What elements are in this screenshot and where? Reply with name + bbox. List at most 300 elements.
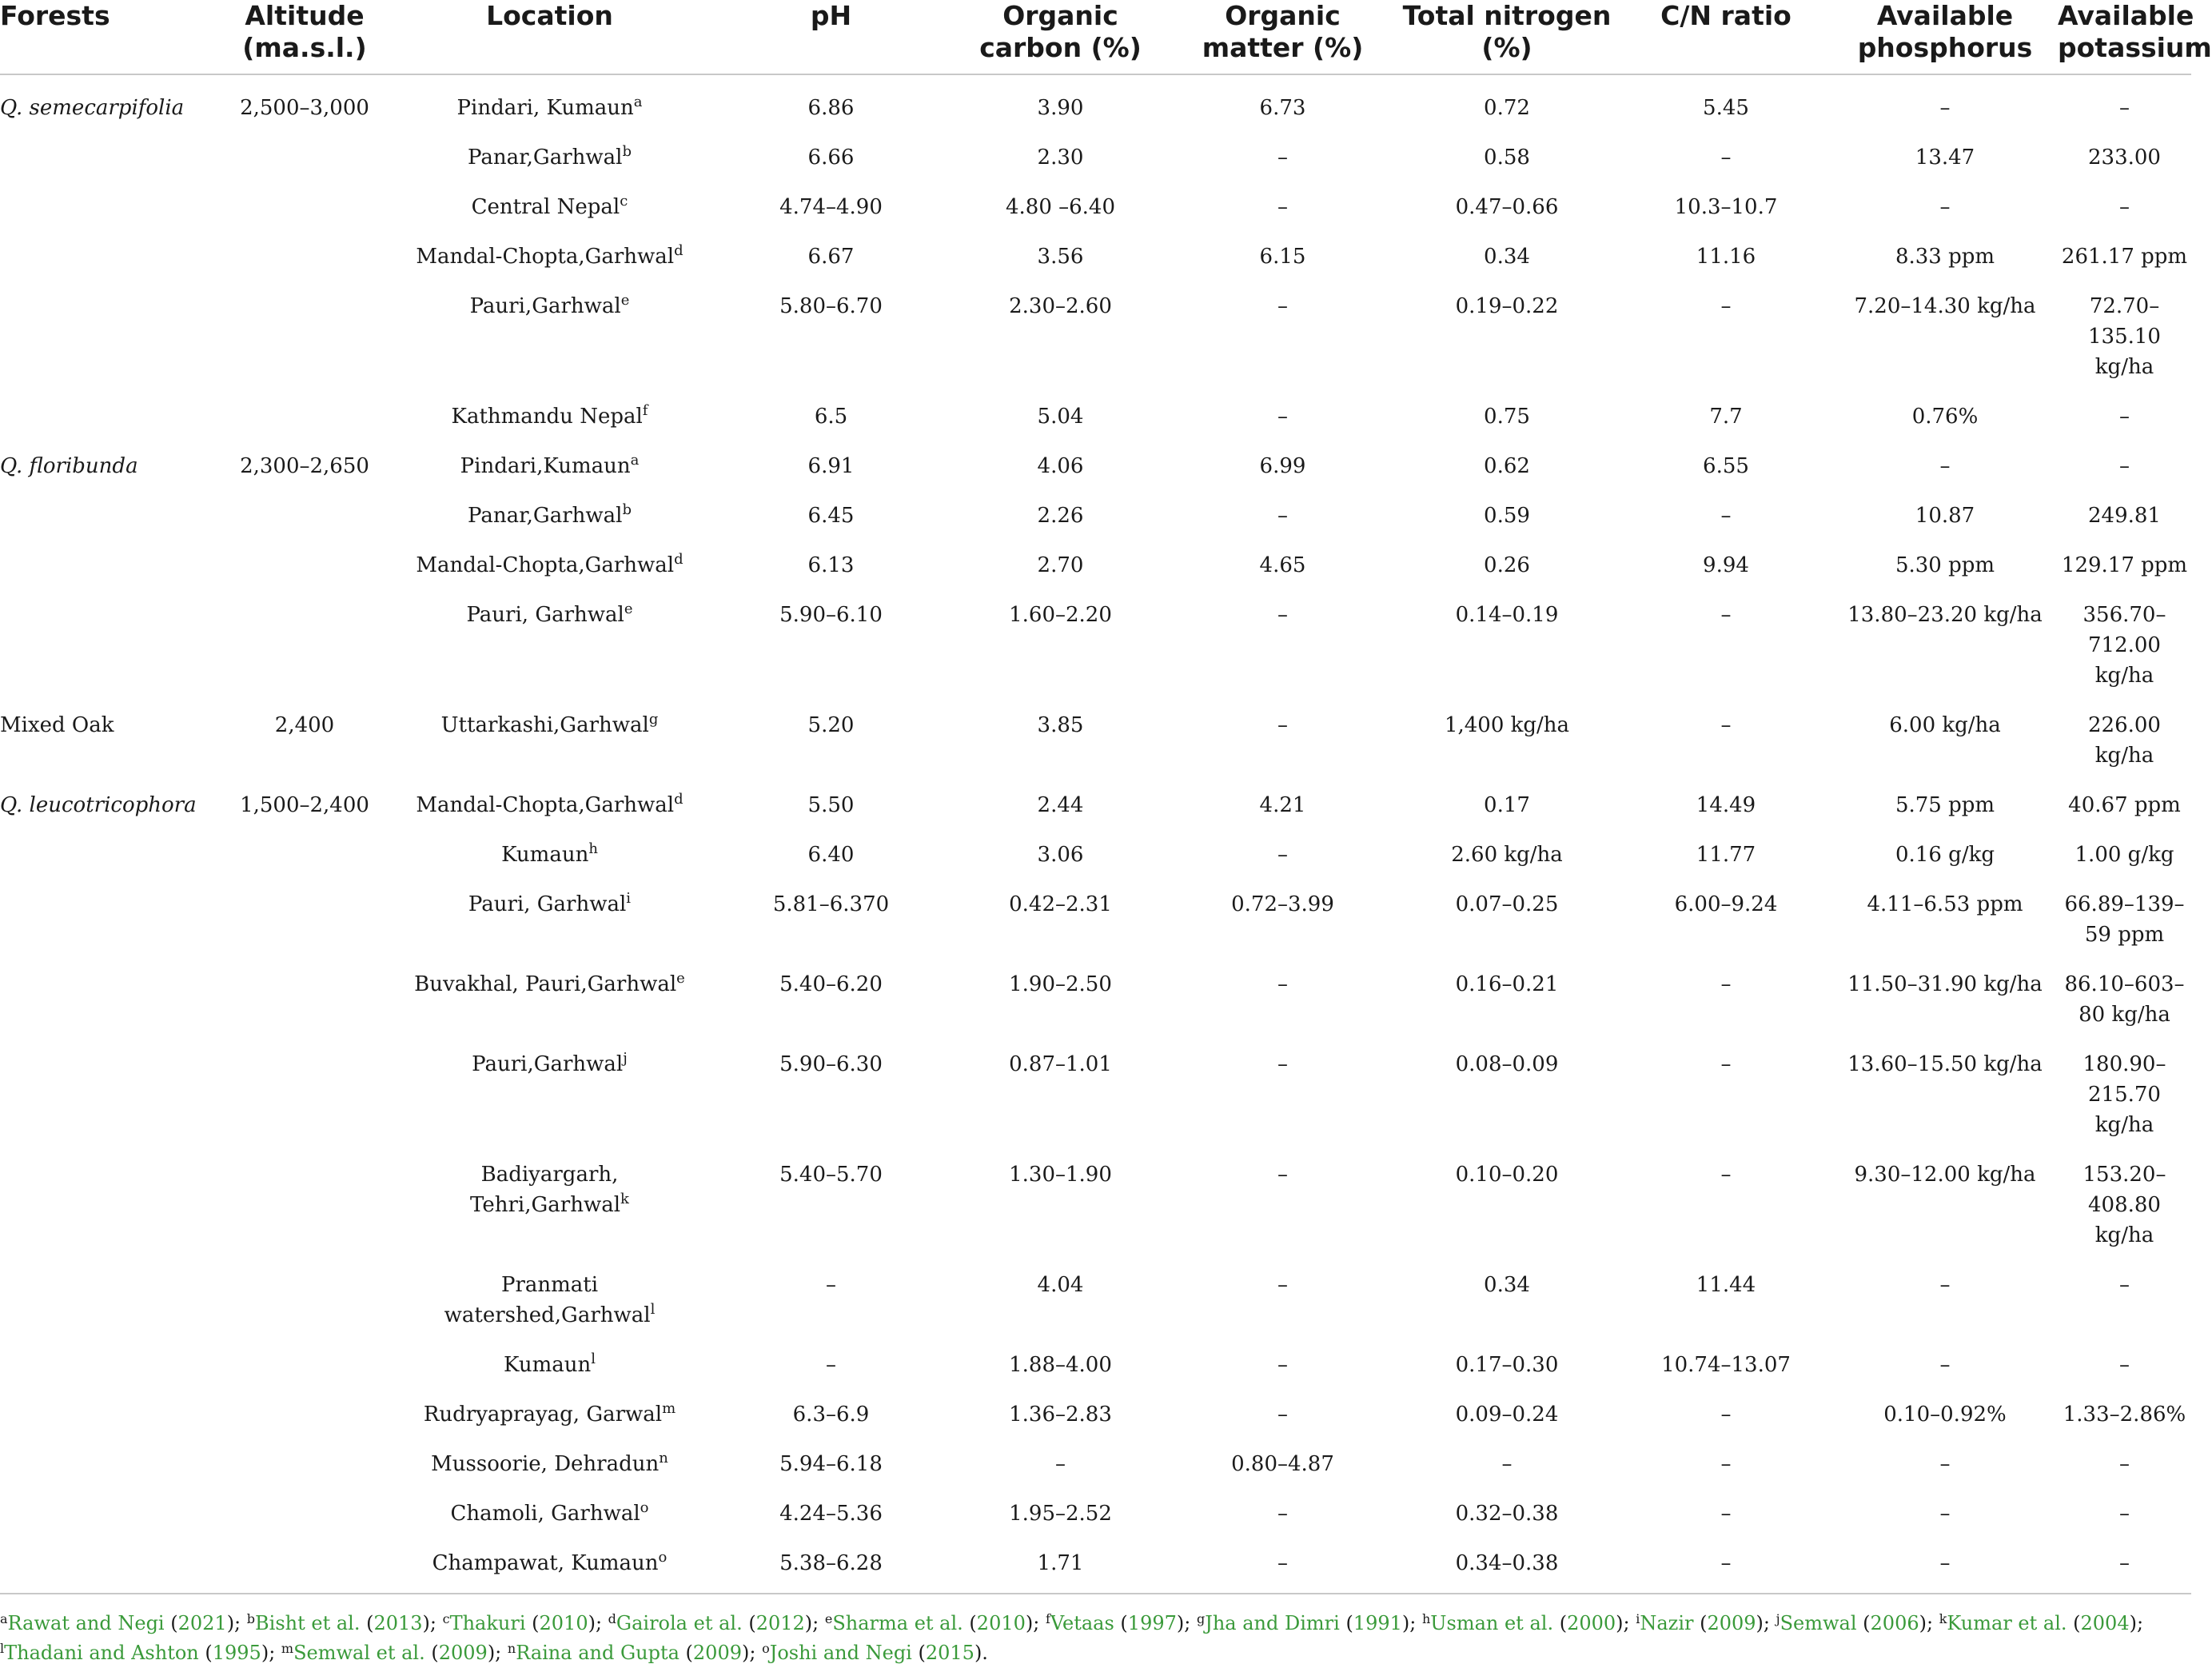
footnote-reference-link[interactable]: Gairola et al. xyxy=(616,1612,743,1634)
cell-available-potassium: – xyxy=(2119,1452,2130,1476)
cell-available-potassium: 153.20–408.80 kg/ha xyxy=(2082,1163,2166,1247)
cell-location xyxy=(387,233,712,283)
cell-altitude: 1,500–2,400 xyxy=(240,793,369,817)
cell-available-phosphorus: 11.50–31.90 kg/ha xyxy=(1847,972,2043,996)
footnote-year-link[interactable]: 2004 xyxy=(2080,1612,2130,1634)
cell-total-nitrogen: 0.16–0.21 xyxy=(1455,972,1559,996)
footnote-reference-link[interactable]: Sharma et al. xyxy=(832,1612,963,1634)
cell-forest: Mixed Oak xyxy=(0,713,114,737)
table-row xyxy=(0,782,2191,832)
cell-altitude xyxy=(222,961,387,1041)
cell-available-phosphorus: 7.20–14.30 kg/ha xyxy=(1854,294,2036,318)
reference-marker: l xyxy=(591,1351,596,1367)
cell-available-phosphorus: – xyxy=(1939,1353,1951,1377)
location-name: Champawat, Kumaun xyxy=(432,1551,659,1575)
cell-available-phosphorus: – xyxy=(1939,454,1951,478)
cell-cn-ratio: 11.77 xyxy=(1696,843,1756,867)
cell-total-nitrogen: 0.62 xyxy=(1484,454,1530,478)
table-row xyxy=(0,233,2191,283)
footnote-reference-link[interactable]: Nazir xyxy=(1640,1612,1694,1634)
footnote-marker: l xyxy=(0,1641,5,1656)
cell-altitude xyxy=(222,134,387,184)
table-row xyxy=(0,443,2191,493)
cell-forest xyxy=(0,1490,222,1540)
footnote-year-link[interactable]: 2012 xyxy=(755,1612,805,1634)
cell-organic-carbon: 4.06 xyxy=(1037,454,1084,478)
location-name: Panar,Garhwal xyxy=(468,504,623,528)
cell-available-phosphorus: 10.87 xyxy=(1915,504,1975,528)
cell-available-potassium: 66.89–139–59 ppm xyxy=(2064,892,2185,947)
cell-forest xyxy=(0,233,222,283)
footnote-marker: d xyxy=(608,1611,616,1626)
footnote-item: $^l$Thadani and Ashton (1995); xyxy=(0,1641,281,1664)
cell-organic-carbon: – xyxy=(1055,1452,1066,1476)
footnote-year-link[interactable]: 1991 xyxy=(1353,1612,1402,1634)
cell-cn-ratio: – xyxy=(1720,1452,1732,1476)
cell-ph: 5.38–6.28 xyxy=(779,1551,883,1575)
cell-altitude xyxy=(222,1041,387,1151)
reference-marker: k xyxy=(620,1191,629,1207)
cell-organic-matter: – xyxy=(1277,1163,1288,1187)
cell-organic-carbon: 1.71 xyxy=(1037,1551,1084,1575)
cell-organic-matter: 6.99 xyxy=(1259,454,1306,478)
cell-organic-matter: 0.72–3.99 xyxy=(1231,892,1334,916)
table-row xyxy=(0,1490,2191,1540)
location-name: Mussoorie, Dehradun xyxy=(431,1452,660,1476)
reference-marker: m xyxy=(662,1400,676,1417)
cell-organic-matter: – xyxy=(1277,504,1288,528)
footnote-item: $^m$Semwal et al. (2009); xyxy=(281,1641,508,1664)
location-name: Badiyargarh, Tehri,Garhwal xyxy=(470,1163,621,1217)
cell-total-nitrogen: 0.17–0.30 xyxy=(1455,1353,1559,1377)
footnote-item: $^g$Jha and Dimri (1991); xyxy=(1196,1611,1422,1634)
location-name: Kumaun xyxy=(503,1353,592,1377)
cell-forest xyxy=(0,184,222,233)
cell-location xyxy=(387,1441,712,1490)
cell-ph: – xyxy=(826,1353,836,1377)
cell-ph: 6.13 xyxy=(807,553,855,577)
cell-ph: 5.20 xyxy=(807,713,855,737)
cell-ph: 5.90–6.30 xyxy=(779,1052,883,1076)
footnote-reference-link[interactable]: Vetaas xyxy=(1050,1612,1114,1634)
footnote-reference-link[interactable]: Kumar et al. xyxy=(1947,1612,2067,1634)
cell-ph: 4.74–4.90 xyxy=(779,195,883,219)
cell-cn-ratio: – xyxy=(1720,1551,1732,1575)
cell-available-phosphorus: – xyxy=(1939,1452,1951,1476)
cell-ph: 6.67 xyxy=(807,245,855,269)
footnote-reference-link[interactable]: Thakuri xyxy=(449,1612,526,1634)
cell-organic-carbon: 2.30–2.60 xyxy=(1009,294,1112,318)
footnote-item: $^k$Kumar et al. (2004); xyxy=(1939,1611,2144,1634)
cell-available-potassium: – xyxy=(2119,96,2130,120)
footnote-marker: j xyxy=(1776,1611,1780,1626)
location-name: Pranmati watershed,Garhwal xyxy=(444,1273,651,1327)
cell-organic-matter: 0.80–4.87 xyxy=(1231,1452,1334,1476)
cell-location xyxy=(387,1041,712,1151)
cell-cn-ratio: 11.16 xyxy=(1696,245,1756,269)
reference-marker: b xyxy=(622,143,632,160)
cell-cn-ratio: 6.00–9.24 xyxy=(1674,892,1778,916)
cell-altitude xyxy=(222,1490,387,1540)
reference-marker: a xyxy=(630,452,640,469)
cell-available-potassium: 72.70–135.10 kg/ha xyxy=(2088,294,2161,379)
cell-total-nitrogen: 2.60 kg/ha xyxy=(1451,843,1563,867)
cell-organic-carbon: 4.80 –6.40 xyxy=(1005,195,1116,219)
location-name: Kumaun xyxy=(501,843,589,867)
cell-organic-matter: – xyxy=(1277,294,1288,318)
cell-cn-ratio: – xyxy=(1720,1052,1732,1076)
cell-organic-matter: 4.21 xyxy=(1259,793,1306,817)
cell-ph: 6.45 xyxy=(807,504,855,528)
footnote-reference-link[interactable]: Jha and Dimri xyxy=(1205,1612,1340,1634)
cell-ph: 5.40–6.20 xyxy=(779,972,883,996)
location-name: Central Nepal xyxy=(471,195,620,219)
cell-total-nitrogen: 0.32–0.38 xyxy=(1455,1502,1559,1526)
cell-organic-carbon: 3.90 xyxy=(1037,96,1084,120)
table-row xyxy=(0,832,2191,881)
cell-forest xyxy=(0,1391,222,1441)
cell-cn-ratio: 10.3–10.7 xyxy=(1674,195,1778,219)
reference-marker: n xyxy=(659,1450,668,1466)
cell-total-nitrogen: 0.14–0.19 xyxy=(1455,603,1559,627)
footnote-marker: b xyxy=(246,1611,256,1626)
cell-organic-matter: – xyxy=(1277,195,1288,219)
cell-cn-ratio: – xyxy=(1720,972,1732,996)
footnote-marker: i xyxy=(1636,1611,1640,1626)
location-name: Pauri,Garhwal xyxy=(469,294,621,318)
cell-total-nitrogen: 0.75 xyxy=(1484,405,1530,429)
cell-cn-ratio: 11.44 xyxy=(1696,1273,1756,1297)
cell-forest xyxy=(0,881,222,961)
cell-altitude xyxy=(222,493,387,542)
location-name: Buvakhal, Pauri,Garhwal xyxy=(414,972,677,996)
cell-available-potassium: 233.00 xyxy=(2088,146,2161,170)
cell-organic-carbon: 2.70 xyxy=(1037,553,1084,577)
footnote-marker: n xyxy=(507,1641,516,1656)
cell-forest: Q. semecarpifolia xyxy=(0,96,185,120)
header-organic-carbon: Organic carbon (%) xyxy=(950,0,1171,74)
footnote-year-link[interactable]: 2006 xyxy=(1870,1612,1919,1634)
cell-forest xyxy=(0,1041,222,1151)
cell-forest xyxy=(0,1262,222,1342)
footnote-reference-link[interactable]: Raina and Gupta xyxy=(516,1642,680,1664)
cell-cn-ratio: 14.49 xyxy=(1696,793,1756,817)
location-name: Panar,Garhwal xyxy=(468,146,623,170)
cell-location xyxy=(387,443,712,493)
cell-organic-carbon: 1.60–2.20 xyxy=(1009,603,1112,627)
cell-total-nitrogen: 0.47–0.66 xyxy=(1455,195,1559,219)
cell-available-potassium: – xyxy=(2119,1353,2130,1377)
footnote-year-link[interactable]: 1995 xyxy=(212,1642,261,1664)
cell-location xyxy=(387,961,712,1041)
footnote-year-link[interactable]: 2021 xyxy=(177,1612,227,1634)
footnote-reference-link[interactable]: Semwal et al. xyxy=(293,1642,425,1664)
cell-forest: Q. floribunda xyxy=(0,454,138,478)
cell-organic-carbon: 0.87–1.01 xyxy=(1009,1052,1112,1076)
cell-available-potassium: 1.00 g/kg xyxy=(2074,843,2174,867)
cell-ph: 6.5 xyxy=(814,405,848,429)
cell-organic-carbon: 1.30–1.90 xyxy=(1009,1163,1112,1187)
cell-altitude: 2,500–3,000 xyxy=(240,96,369,120)
cell-total-nitrogen: 0.08–0.09 xyxy=(1455,1052,1559,1076)
reference-marker: i xyxy=(626,890,632,907)
reference-marker: b xyxy=(622,501,632,518)
footnote-reference-link[interactable]: Bisht et al. xyxy=(255,1612,361,1634)
cell-available-potassium: – xyxy=(2119,405,2130,429)
cell-available-phosphorus: 13.60–15.50 kg/ha xyxy=(1847,1052,2043,1076)
cell-total-nitrogen: 0.10–0.20 xyxy=(1455,1163,1559,1187)
cell-organic-matter: – xyxy=(1277,146,1288,170)
cell-location xyxy=(387,832,712,881)
cell-organic-carbon: 3.06 xyxy=(1037,843,1084,867)
cell-organic-matter: – xyxy=(1277,405,1288,429)
location-name: Mandal-Chopta,Garhwal xyxy=(416,553,675,577)
cell-available-potassium: 226.00 kg/ha xyxy=(2088,713,2161,768)
cell-location xyxy=(387,1490,712,1540)
header-available-potassium: Available potassium xyxy=(2058,0,2191,74)
location-name: Pauri, Garhwal xyxy=(468,892,627,916)
cell-available-potassium: 261.17 ppm xyxy=(2061,245,2188,269)
cell-location xyxy=(387,184,712,233)
footnote-marker: h xyxy=(1421,1611,1431,1626)
footnote-year-link[interactable]: 2013 xyxy=(373,1612,423,1634)
footnote-year-link[interactable]: 2009 xyxy=(1707,1612,1756,1634)
cell-available-potassium: 249.81 xyxy=(2088,504,2161,528)
cell-altitude xyxy=(222,881,387,961)
footnote-item: $^b$Bisht et al. (2013); xyxy=(246,1611,443,1634)
footnote-item: $^e$Sharma et al. (2010); xyxy=(824,1611,1046,1634)
reference-marker: g xyxy=(648,711,659,728)
footnote-year-link[interactable]: 1997 xyxy=(1127,1612,1177,1634)
table-row xyxy=(0,881,2191,961)
cell-available-phosphorus: 0.16 g/kg xyxy=(1895,843,1995,867)
cell-altitude xyxy=(222,1262,387,1342)
cell-total-nitrogen: 1,400 kg/ha xyxy=(1444,713,1570,737)
cell-organic-matter: – xyxy=(1277,1403,1288,1427)
reference-marker: e xyxy=(624,601,633,617)
cell-available-phosphorus: – xyxy=(1939,1502,1951,1526)
cell-altitude xyxy=(222,1342,387,1391)
cell-available-phosphorus: 9.30–12.00 kg/ha xyxy=(1854,1163,2036,1187)
table-body xyxy=(0,74,2191,1593)
header-cn-ratio: C/N ratio xyxy=(1620,0,1832,74)
cell-organic-carbon: 1.95–2.52 xyxy=(1009,1502,1112,1526)
cell-organic-matter: – xyxy=(1277,713,1288,737)
cell-organic-carbon: 2.26 xyxy=(1037,504,1084,528)
reference-marker: o xyxy=(658,1549,668,1566)
cell-altitude xyxy=(222,1391,387,1441)
cell-ph: 5.40–5.70 xyxy=(779,1163,883,1187)
reference-marker: a xyxy=(633,94,643,110)
footnote-marker: o xyxy=(762,1641,770,1656)
cell-cn-ratio: 7.7 xyxy=(1709,405,1743,429)
cell-organic-matter: – xyxy=(1277,1502,1288,1526)
cell-altitude xyxy=(222,393,387,443)
footnote-item: $^d$Gairola et al. (2012); xyxy=(608,1611,825,1634)
cell-organic-carbon: 4.04 xyxy=(1037,1273,1084,1297)
reference-marker: e xyxy=(620,292,630,309)
location-name: Pindari, Kumaun xyxy=(456,96,634,120)
table-row xyxy=(0,1151,2191,1262)
table-row xyxy=(0,184,2191,233)
cell-forest xyxy=(0,961,222,1041)
footnote-year-link[interactable]: 2009 xyxy=(438,1642,488,1664)
cell-cn-ratio: – xyxy=(1720,1403,1732,1427)
header-location: Location xyxy=(387,0,712,74)
table-row xyxy=(0,1262,2191,1342)
cell-total-nitrogen: 0.26 xyxy=(1484,553,1530,577)
cell-forest xyxy=(0,832,222,881)
footnote-reference-link[interactable]: Thadani and Ashton xyxy=(4,1642,199,1664)
cell-organic-matter: 6.15 xyxy=(1259,245,1306,269)
reference-marker: e xyxy=(676,970,685,987)
reference-marker: o xyxy=(640,1499,649,1516)
cell-available-phosphorus: 8.33 ppm xyxy=(1895,245,1995,269)
cell-location xyxy=(387,1262,712,1342)
cell-organic-matter: – xyxy=(1277,1273,1288,1297)
cell-ph: 6.91 xyxy=(807,454,855,478)
cell-altitude xyxy=(222,233,387,283)
table-row xyxy=(0,1391,2191,1441)
cell-location xyxy=(387,493,712,542)
cell-available-potassium: 40.67 ppm xyxy=(2068,793,2181,817)
footnote-reference-link[interactable]: Rawat and Negi xyxy=(7,1612,165,1634)
cell-available-potassium: – xyxy=(2119,1502,2130,1526)
cell-organic-matter: – xyxy=(1277,1353,1288,1377)
cell-location xyxy=(387,134,712,184)
location-name: Pauri,Garhwal xyxy=(472,1052,624,1076)
cell-total-nitrogen: 0.07–0.25 xyxy=(1455,892,1559,916)
reference-marker: c xyxy=(620,193,628,209)
location-name: Uttarkashi,Garhwal xyxy=(440,713,649,737)
cell-ph: 6.40 xyxy=(807,843,855,867)
footnote-marker: k xyxy=(1939,1611,1947,1626)
cell-available-phosphorus: 13.80–23.20 kg/ha xyxy=(1847,603,2043,627)
table-row xyxy=(0,542,2191,592)
cell-available-phosphorus: – xyxy=(1939,195,1951,219)
cell-altitude xyxy=(222,542,387,592)
reference-marker: d xyxy=(674,791,684,808)
cell-location xyxy=(387,782,712,832)
cell-total-nitrogen: 0.72 xyxy=(1484,96,1530,120)
cell-available-phosphorus: 5.75 ppm xyxy=(1895,793,1995,817)
cell-organic-carbon: 5.04 xyxy=(1037,405,1084,429)
location-name: Mandal-Chopta,Garhwal xyxy=(416,793,675,817)
footnote-marker: c xyxy=(442,1611,450,1626)
cell-ph: – xyxy=(826,1273,836,1297)
cell-ph: 6.86 xyxy=(807,96,855,120)
cell-available-phosphorus: – xyxy=(1939,1273,1951,1297)
footnote-item: $^a$Rawat and Negi (2021); xyxy=(0,1611,247,1634)
cell-available-phosphorus: 5.30 ppm xyxy=(1895,553,1995,577)
cell-forest xyxy=(0,542,222,592)
footnote-year-link[interactable]: 2015 xyxy=(925,1642,974,1664)
cell-cn-ratio: – xyxy=(1720,1163,1732,1187)
cell-forest xyxy=(0,1151,222,1262)
table-row xyxy=(0,283,2191,393)
header-ph: pH xyxy=(712,0,950,74)
cell-cn-ratio: – xyxy=(1720,504,1732,528)
cell-forest xyxy=(0,393,222,443)
cell-total-nitrogen: – xyxy=(1501,1452,1513,1476)
location-name: Pindari,Kumaun xyxy=(460,454,631,478)
cell-cn-ratio: 10.74–13.07 xyxy=(1661,1353,1791,1377)
footnote-item: $^o$Joshi and Negi (2015). xyxy=(762,1641,988,1664)
table-row xyxy=(0,1342,2191,1391)
cell-cn-ratio: – xyxy=(1720,603,1732,627)
cell-available-potassium: 1.33–2.86% xyxy=(2063,1403,2186,1427)
footnote-reference-link[interactable]: Joshi and Negi xyxy=(769,1642,912,1664)
header-total-nitrogen: Total nitrogen (%) xyxy=(1394,0,1620,74)
footnote-reference-link[interactable]: Semwal xyxy=(1780,1612,1857,1634)
cell-organic-matter: – xyxy=(1277,972,1288,996)
cell-total-nitrogen: 0.19–0.22 xyxy=(1455,294,1559,318)
cell-available-potassium: 180.90–215.70 kg/ha xyxy=(2082,1052,2166,1137)
cell-available-potassium: – xyxy=(2119,1273,2130,1297)
cell-forest: Q. leucotricophora xyxy=(0,793,197,817)
cell-location xyxy=(387,542,712,592)
cell-total-nitrogen: 0.09–0.24 xyxy=(1455,1403,1559,1427)
cell-ph: 6.66 xyxy=(807,146,855,170)
cell-organic-matter: – xyxy=(1277,1052,1288,1076)
cell-available-phosphorus: 4.11–6.53 ppm xyxy=(1867,892,2023,916)
cell-altitude xyxy=(222,1151,387,1262)
cell-available-phosphorus: 0.10–0.92% xyxy=(1883,1403,2007,1427)
footnote-year-link[interactable]: 2000 xyxy=(1567,1612,1616,1634)
cell-location xyxy=(387,592,712,702)
cell-location xyxy=(387,702,712,782)
cell-organic-carbon: 1.36–2.83 xyxy=(1009,1403,1112,1427)
footnote-item: $^i$Nazir (2009); xyxy=(1636,1611,1776,1634)
cell-ph: 5.50 xyxy=(807,793,855,817)
cell-total-nitrogen: 0.58 xyxy=(1484,146,1530,170)
footnote-year-link[interactable]: 2009 xyxy=(692,1642,742,1664)
cell-location xyxy=(387,1151,712,1262)
cell-organic-carbon: 2.44 xyxy=(1037,793,1084,817)
cell-ph: 6.3–6.9 xyxy=(792,1403,870,1427)
cell-organic-carbon: 1.88–4.00 xyxy=(1009,1353,1112,1377)
footnote-marker: m xyxy=(281,1641,294,1656)
cell-available-potassium: – xyxy=(2119,195,2130,219)
header-organic-matter: Organic matter (%) xyxy=(1171,0,1394,74)
cell-altitude xyxy=(222,184,387,233)
cell-forest xyxy=(0,1441,222,1490)
cell-organic-carbon: 3.56 xyxy=(1037,245,1084,269)
table-row xyxy=(0,74,2191,134)
cell-total-nitrogen: 0.34 xyxy=(1484,245,1530,269)
cell-available-phosphorus: – xyxy=(1939,1551,1951,1575)
footnote-year-link[interactable]: 2010 xyxy=(976,1612,1026,1634)
cell-cn-ratio: – xyxy=(1720,1502,1732,1526)
reference-marker: l xyxy=(650,1301,656,1318)
cell-available-phosphorus: 13.47 xyxy=(1915,146,1975,170)
location-name: Pauri, Garhwal xyxy=(466,603,624,627)
cell-altitude xyxy=(222,1540,387,1593)
footnote-reference-link[interactable]: Usman et al. xyxy=(1430,1612,1554,1634)
cell-available-potassium: – xyxy=(2119,1551,2130,1575)
table-row xyxy=(0,592,2191,702)
table-row xyxy=(0,393,2191,443)
cell-available-potassium: 86.10–603–80 kg/ha xyxy=(2064,972,2185,1027)
cell-ph: 5.81–6.370 xyxy=(772,892,890,916)
cell-forest xyxy=(0,592,222,702)
cell-location xyxy=(387,283,712,393)
cell-total-nitrogen: 0.59 xyxy=(1484,504,1530,528)
table-header-row xyxy=(0,0,2191,74)
footnote-year-link[interactable]: 2010 xyxy=(539,1612,588,1634)
table-row xyxy=(0,134,2191,184)
cell-altitude: 2,400 xyxy=(274,713,335,737)
